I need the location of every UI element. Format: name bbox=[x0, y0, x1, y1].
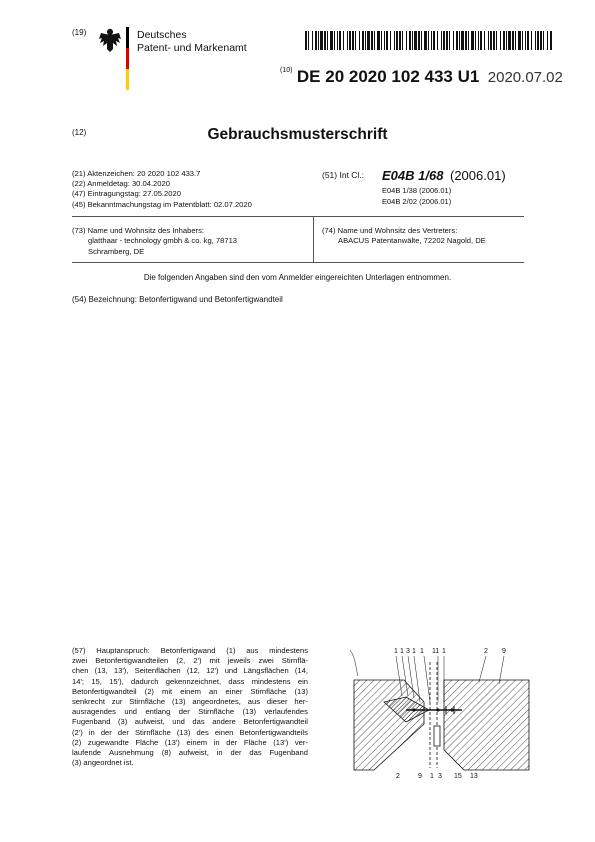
publication-notice-date: (45) Bekanntmachungstag im Patentblatt: 02.07.2020 bbox=[72, 199, 252, 209]
abstract-word: das bbox=[249, 748, 262, 758]
abstract-word: Betonfertigwandteilen bbox=[95, 656, 169, 666]
barcode bbox=[305, 31, 552, 50]
abstract-word: Stirnfläche bbox=[198, 707, 235, 717]
abstract-word: zur bbox=[111, 697, 123, 707]
drawing-reference-label: 9 bbox=[502, 648, 506, 655]
abstract-word: Betonfertigwandteils bbox=[239, 727, 308, 737]
abstract-word: her- bbox=[294, 697, 308, 707]
abstract-word: der bbox=[226, 737, 238, 747]
abstract-word: und bbox=[224, 666, 238, 676]
abstract-word: (8) bbox=[161, 748, 171, 758]
drawing-reference-label: 1 bbox=[420, 648, 424, 655]
representative-label: (74) Name und Wohnsitz des Vertreters: bbox=[322, 226, 458, 235]
patent-drawing bbox=[334, 642, 534, 780]
drawing-reference-label: 3 bbox=[406, 648, 410, 655]
abstract-word: verlaufendes bbox=[264, 707, 308, 717]
wall-panel-right bbox=[444, 680, 529, 770]
ipc-main-version: (2006.01) bbox=[450, 168, 506, 183]
flag-bar bbox=[126, 27, 129, 90]
publication-number: DE 20 2020 102 433 U1 bbox=[296, 67, 480, 86]
column-divider bbox=[313, 217, 314, 262]
abstract-word: das bbox=[192, 717, 205, 727]
abstract-word: 15'), bbox=[109, 676, 124, 686]
abstract-line bbox=[72, 697, 308, 707]
owner-label: (73) Name und Wohnsitz des Inhabers: bbox=[72, 226, 204, 235]
abstract-word: gekennzeichnet, bbox=[165, 676, 222, 686]
abstract-line: (3) angeordnet ist. bbox=[72, 758, 134, 768]
office-name-line2: Patent- und Markenamt bbox=[137, 42, 247, 54]
inid-code-19: (19) bbox=[72, 28, 87, 37]
abstract-line bbox=[72, 646, 308, 656]
owner-name: glatthaar - technology gmbh & co. kg, 78713 bbox=[88, 236, 238, 245]
drawing-reference-label: 2 bbox=[484, 648, 488, 655]
drawing-bottom-labels bbox=[396, 773, 478, 780]
abstract-word: an bbox=[209, 686, 218, 696]
abstract-line bbox=[72, 707, 308, 717]
abstract-word: ausragendes bbox=[72, 707, 116, 717]
abstract-word: (13) bbox=[171, 697, 186, 707]
abstract-word: ver- bbox=[294, 737, 308, 747]
abstract-word: Stirnfläche bbox=[129, 697, 166, 707]
abstract-word: zwei bbox=[258, 656, 274, 666]
filing-date: (22) Anmeldetag: 30.04.2020 bbox=[72, 179, 170, 189]
drawing-reference-label: 2 bbox=[396, 773, 400, 780]
inid-code-12: (12) bbox=[72, 128, 87, 137]
publication-date: 2020.07.02 bbox=[487, 69, 563, 86]
federal-eagle-icon bbox=[98, 27, 122, 53]
abstract-word: Betonfertigwandteil bbox=[72, 686, 137, 696]
abstract-word: (13, bbox=[94, 666, 108, 676]
drawing-reference-label: 9 bbox=[418, 773, 422, 780]
abstract-word: Fugenband bbox=[269, 748, 308, 758]
drawing-reference-label: 1 bbox=[400, 648, 404, 655]
abstract-line bbox=[72, 656, 308, 666]
drawing-reference-label: 1 bbox=[394, 648, 398, 655]
abstract-word: angeordnetes, bbox=[192, 697, 241, 707]
abstract-line bbox=[72, 717, 308, 727]
drawing-reference-label: 1 bbox=[430, 773, 434, 780]
abstract-word: (12, bbox=[186, 666, 200, 676]
abstract-line bbox=[72, 728, 308, 738]
drawing-reference-label: 1 bbox=[412, 648, 416, 655]
abstract-word: Fläche bbox=[135, 737, 159, 747]
abstract-word: (14, bbox=[294, 666, 308, 676]
abstract-line bbox=[72, 748, 308, 758]
abstract-word: Stirnfläche bbox=[250, 686, 287, 696]
invention-title: (54) Bezeichnung: Betonfertigwand und Betonfertigwandteil bbox=[72, 295, 283, 304]
abstract-word: Stirnfläche bbox=[134, 727, 171, 737]
abstract-word: der bbox=[178, 707, 190, 717]
inid-code-10: (10) bbox=[280, 67, 293, 74]
publication-row bbox=[280, 67, 563, 87]
ipc-main-class: E04B 1/68 bbox=[382, 168, 444, 183]
abstract-word: in bbox=[213, 737, 220, 747]
abstract-word: der bbox=[100, 727, 112, 737]
bibliographic-list bbox=[72, 169, 252, 210]
abstract-word: einem bbox=[186, 737, 208, 747]
owner-city: Schramberg, DE bbox=[88, 247, 145, 256]
abstract-line bbox=[72, 738, 308, 748]
abstract-word: (2') bbox=[72, 727, 83, 737]
abstract-word: 13'), bbox=[113, 666, 129, 676]
abstract-word: 14'; bbox=[72, 676, 85, 686]
abstract-word: dass bbox=[228, 676, 245, 686]
abstract-word: in bbox=[88, 727, 95, 737]
abstract-word: (1) bbox=[226, 646, 236, 655]
flag-gold-stripe bbox=[126, 69, 129, 90]
application-number: (21) Aktenzeichen: 20 2020 102 433.7 bbox=[72, 169, 201, 178]
abstract-word: und bbox=[124, 707, 138, 717]
abstract-word: mindestens bbox=[269, 646, 308, 655]
drawing-top-labels bbox=[394, 648, 506, 655]
abstract-word: entlang bbox=[145, 707, 171, 717]
abstract-word: der bbox=[230, 748, 242, 758]
abstract-word: chen bbox=[72, 666, 89, 676]
applicant-notice: Die folgenden Angaben sind den vom Anmelder eingereichten Unterlagen entnommen. bbox=[143, 273, 452, 282]
abstract-word: (13') bbox=[164, 737, 180, 747]
abstract-word: ein bbox=[297, 676, 308, 686]
drawing-reference-label: 15 bbox=[454, 773, 462, 780]
abstract-word: (13') bbox=[273, 737, 289, 747]
abstract-word: Hauptanspruch: bbox=[96, 646, 150, 655]
drawing-reference-label: 13 bbox=[470, 773, 478, 780]
abstract-word: (2) bbox=[144, 686, 154, 696]
abstract-word: (2, bbox=[176, 656, 186, 666]
ipc-secondary-class: E04B 1/38 (2006.01) bbox=[382, 186, 452, 195]
abstract-word: des bbox=[196, 727, 209, 737]
abstract-word: Stirnflä- bbox=[281, 656, 308, 666]
abstract-line bbox=[72, 677, 308, 687]
abstract-word: einer bbox=[225, 686, 243, 696]
abstract-word: jeweils bbox=[227, 656, 251, 666]
abstract-word: 15, bbox=[91, 676, 102, 686]
abstract-word: aus bbox=[247, 697, 261, 707]
document-type-title: Gebrauchsmusterschrift bbox=[207, 126, 388, 143]
drawing-reference-label: 11 bbox=[432, 648, 440, 655]
abstract-line bbox=[72, 666, 308, 676]
abstract-word: (3) bbox=[117, 717, 128, 727]
abstract-word: (57) bbox=[72, 646, 86, 655]
abstract bbox=[72, 646, 308, 768]
flag-black-stripe bbox=[126, 27, 129, 48]
abstract-word: (13) bbox=[242, 707, 257, 717]
representative-name: ABACUS Patentanwälte, 72202 Nagold, DE bbox=[338, 236, 486, 245]
abstract-word: zwei bbox=[72, 656, 88, 666]
abstract-word: mit bbox=[209, 656, 220, 666]
abstract-word: dieser bbox=[266, 697, 288, 707]
divider bbox=[72, 216, 524, 217]
registration-date: (47) Eintragungstag: 27.05.2020 bbox=[72, 189, 181, 199]
abstract-word: zugewandte bbox=[87, 737, 129, 747]
drawing-reference-label: 3 bbox=[438, 773, 442, 780]
abstract-word: aufweist, bbox=[178, 748, 209, 758]
abstract-word: und bbox=[172, 717, 185, 727]
abstract-word: laufende bbox=[72, 748, 102, 758]
abstract-word: mindestens bbox=[251, 676, 291, 686]
abstract-word: Betonfertigwand bbox=[160, 646, 216, 655]
abstract-word: Seitenflächen bbox=[134, 666, 181, 676]
ipc-secondary-class: E04B 2/02 (2006.01) bbox=[382, 197, 452, 206]
abstract-word: Fugenband bbox=[72, 717, 111, 727]
drawing-reference-label: 1 bbox=[442, 648, 446, 655]
divider bbox=[72, 262, 524, 263]
abstract-word: dadurch bbox=[131, 676, 159, 686]
abstract-word: einem bbox=[180, 686, 201, 696]
abstract-word: Fläche bbox=[243, 737, 267, 747]
abstract-word: (13) bbox=[176, 727, 191, 737]
abstract-word: senkrecht bbox=[72, 697, 105, 707]
abstract-word: in bbox=[216, 748, 223, 758]
abstract-word: einen bbox=[214, 727, 234, 737]
abstract-word: andere bbox=[212, 717, 236, 727]
abstract-word: (13) bbox=[294, 686, 308, 696]
abstract-word: 12') bbox=[206, 666, 219, 676]
abstract-word: aus bbox=[246, 646, 259, 655]
abstract-line bbox=[72, 687, 308, 697]
abstract-word: 2') bbox=[193, 656, 202, 666]
abstract-word: der bbox=[117, 727, 129, 737]
joint-gap bbox=[430, 662, 440, 768]
abstract-word: aufweist, bbox=[134, 717, 165, 727]
abstract-word: Betonfertigwandteil bbox=[243, 717, 308, 727]
abstract-word: Längsflächen bbox=[243, 666, 289, 676]
ipc-label: (51) Int Cl.: bbox=[322, 170, 365, 180]
office-name-line1: Deutsches bbox=[137, 29, 187, 41]
abstract-word: mit bbox=[162, 686, 173, 696]
abstract-word: Ausnehmung bbox=[109, 748, 154, 758]
flag-red-stripe bbox=[126, 48, 129, 69]
abstract-word: (2) bbox=[72, 737, 82, 747]
